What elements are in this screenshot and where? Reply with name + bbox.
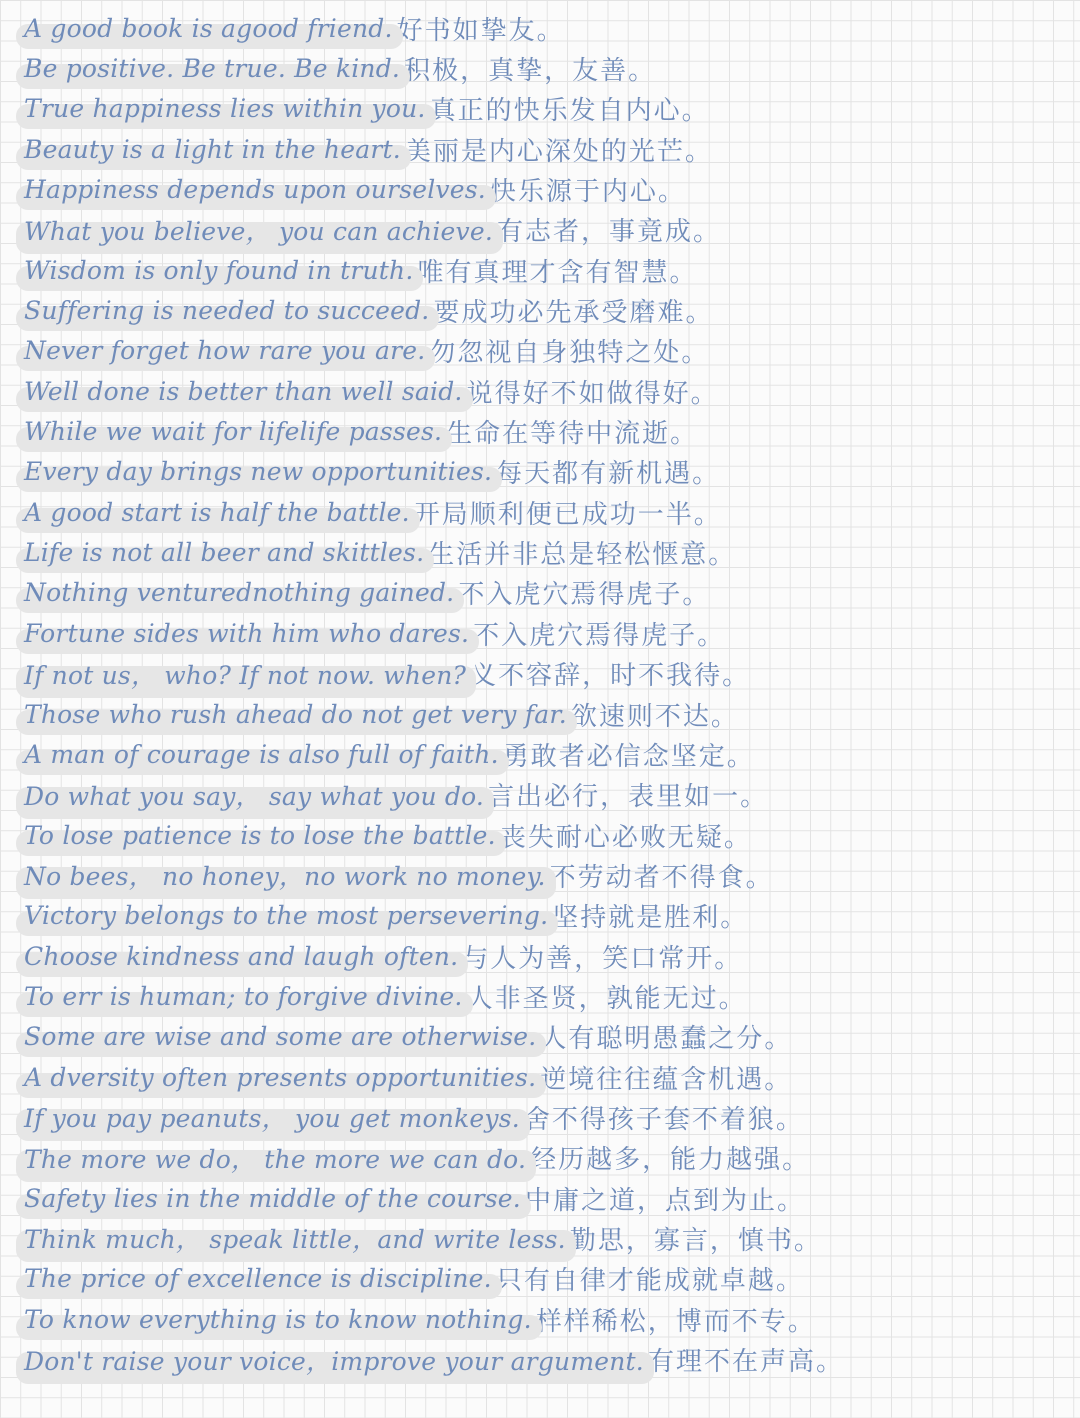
chinese-translation: 勤思，寡言，慎书。 — [569, 1225, 822, 1256]
english-quote: A good book is agood friend. — [24, 13, 393, 43]
english-quote: No bees， no honey，no work no money. — [24, 857, 546, 893]
chinese-translation: 美丽是内心深处的光芒。 — [404, 136, 713, 167]
chinese-translation: 与人为善，笑口常开。 — [462, 943, 743, 974]
chinese-translation: 快乐源于内心。 — [489, 177, 686, 208]
english-quote: Choose kindness and laugh often. — [24, 941, 459, 971]
chinese-translation: 有志者，事竟成。 — [497, 217, 722, 248]
chinese-translation: 要成功必先承受磨难。 — [433, 298, 714, 329]
quote-line — [0, 8, 1080, 48]
quote-line — [0, 1339, 1080, 1379]
quote-line — [0, 532, 1080, 572]
chinese-translation: 丧失耐心必败无疑。 — [499, 822, 752, 853]
quote-line — [0, 976, 1080, 1016]
english-quote: Happiness depends upon ourselves. — [24, 175, 486, 205]
english-quote: Safety lies in the middle of the course. — [24, 1183, 521, 1213]
english-quote: While we wait for lifelife passes. — [24, 417, 443, 447]
english-quote: The more we do， the more we can do. — [24, 1140, 526, 1176]
english-quote: To know everything is to know nothing. — [24, 1304, 532, 1334]
handwritten-quote-sheet — [0, 8, 1080, 1380]
chinese-translation: 生活并非总是轻松惬意。 — [428, 540, 737, 571]
english-quote: What you believe， you can achieve. — [24, 212, 493, 248]
english-quote: Suffering is needed to succeed. — [24, 296, 430, 326]
chinese-translation: 不入虎穴焉得虎子。 — [458, 580, 711, 611]
chinese-translation: 经历越多，能力越强。 — [530, 1145, 811, 1176]
chinese-translation: 好书如挚友。 — [396, 15, 565, 46]
quote-line — [0, 936, 1080, 976]
chinese-translation: 逆境往往蕴含机遇。 — [540, 1064, 793, 1095]
quote-line — [0, 210, 1080, 250]
quote-line — [0, 1259, 1080, 1299]
english-quote: Don't raise your voice，improve your argument. — [24, 1342, 644, 1378]
chinese-translation: 说得好不如做得好。 — [466, 378, 719, 409]
quote-line — [0, 1097, 1080, 1137]
chinese-translation: 中庸之道，点到为止。 — [524, 1185, 805, 1216]
quote-line — [0, 1138, 1080, 1178]
quote-line — [0, 896, 1080, 936]
quote-line — [0, 855, 1080, 895]
chinese-translation: 欲速则不达。 — [570, 701, 739, 732]
quote-line — [0, 331, 1080, 371]
quote-line — [0, 129, 1080, 169]
quote-line — [0, 815, 1080, 855]
quote-line — [0, 613, 1080, 653]
english-quote: If not us， who? If not now. when? — [24, 656, 466, 692]
quote-line — [0, 1057, 1080, 1097]
quote-line — [0, 371, 1080, 411]
quote-line — [0, 452, 1080, 492]
english-quote: A man of courage is also full of faith. — [24, 739, 499, 769]
chinese-translation: 言出必行，表里如一。 — [488, 782, 769, 813]
quote-line — [0, 89, 1080, 129]
quote-line — [0, 573, 1080, 613]
english-quote: Beauty is a light in the heart. — [24, 134, 401, 164]
chinese-translation: 人非圣贤，孰能无过。 — [466, 983, 747, 1014]
chinese-translation: 真正的快乐发自内心。 — [429, 96, 710, 127]
english-quote: Never forget how rare you are. — [24, 336, 426, 366]
english-quote: Those who rush ahead do not get very far. — [24, 699, 567, 729]
english-quote: Every day brings new opportunities. — [24, 457, 493, 487]
chinese-translation: 样样稀松，博而不专。 — [535, 1306, 816, 1337]
english-quote: Well done is better than well said. — [24, 376, 463, 406]
quote-line — [0, 734, 1080, 774]
english-quote: Do what you say， say what you do. — [24, 777, 484, 813]
quote-line — [0, 290, 1080, 330]
english-quote: To err is human; to forgive divine. — [24, 981, 463, 1011]
english-quote: A dversity often presents opportunities. — [24, 1062, 537, 1092]
english-quote: Be positive. Be true. Be kind. — [24, 54, 401, 84]
chinese-translation: 有理不在声高。 — [647, 1347, 844, 1378]
english-quote: Victory belongs to the most persevering. — [24, 901, 549, 931]
chinese-translation: 勇敢者必信念坚定。 — [502, 741, 755, 772]
quote-line — [0, 654, 1080, 694]
quote-line — [0, 411, 1080, 451]
english-quote: Fortune sides with him who dares. — [24, 618, 470, 648]
chinese-translation: 积极，真挚，友善。 — [404, 56, 657, 87]
chinese-translation: 每天都有新机遇。 — [496, 459, 721, 490]
english-quote: Wisdom is only found in truth. — [24, 255, 414, 285]
english-quote: Think much， speak little，and write less. — [24, 1220, 566, 1256]
english-quote: To lose patience is to lose the battle. — [24, 820, 496, 850]
english-quote: The price of excellence is discipline. — [24, 1264, 492, 1294]
quote-line — [0, 775, 1080, 815]
chinese-translation: 勿忽视自身独特之处。 — [429, 338, 710, 369]
english-quote: Life is not all beer and skittles. — [24, 538, 425, 568]
quote-line — [0, 169, 1080, 209]
quote-line — [0, 250, 1080, 290]
chinese-translation: 舍不得孩子套不着狼。 — [523, 1104, 804, 1135]
english-quote: True happiness lies within you. — [24, 94, 426, 124]
english-quote: Nothing venturednothing gained. — [24, 578, 455, 608]
chinese-translation: 生命在等待中流逝。 — [446, 419, 699, 450]
chinese-translation: 只有自律才能成就卓越。 — [495, 1266, 804, 1297]
quote-line — [0, 1178, 1080, 1218]
chinese-translation: 开局顺利便已成功一半。 — [413, 499, 722, 530]
quote-line — [0, 492, 1080, 532]
english-quote: A good start is half the battle. — [24, 497, 410, 527]
chinese-translation: 义不容辞，时不我待。 — [470, 661, 751, 692]
chinese-translation: 不劳动者不得食。 — [549, 862, 774, 893]
chinese-translation: 唯有真理才含有智慧。 — [417, 257, 698, 288]
quote-line — [0, 48, 1080, 88]
quote-line — [0, 1017, 1080, 1057]
quote-line — [0, 694, 1080, 734]
chinese-translation: 人有聪明愚蠢之分。 — [540, 1024, 793, 1055]
quote-line — [0, 1218, 1080, 1258]
quote-line — [0, 1299, 1080, 1339]
chinese-translation: 不入虎穴焉得虎子。 — [473, 620, 726, 651]
english-quote: If you pay peanuts， you get monkeys. — [24, 1099, 520, 1135]
english-quote: Some are wise and some are otherwise. — [24, 1022, 537, 1052]
chinese-translation: 坚持就是胜利。 — [552, 903, 749, 934]
